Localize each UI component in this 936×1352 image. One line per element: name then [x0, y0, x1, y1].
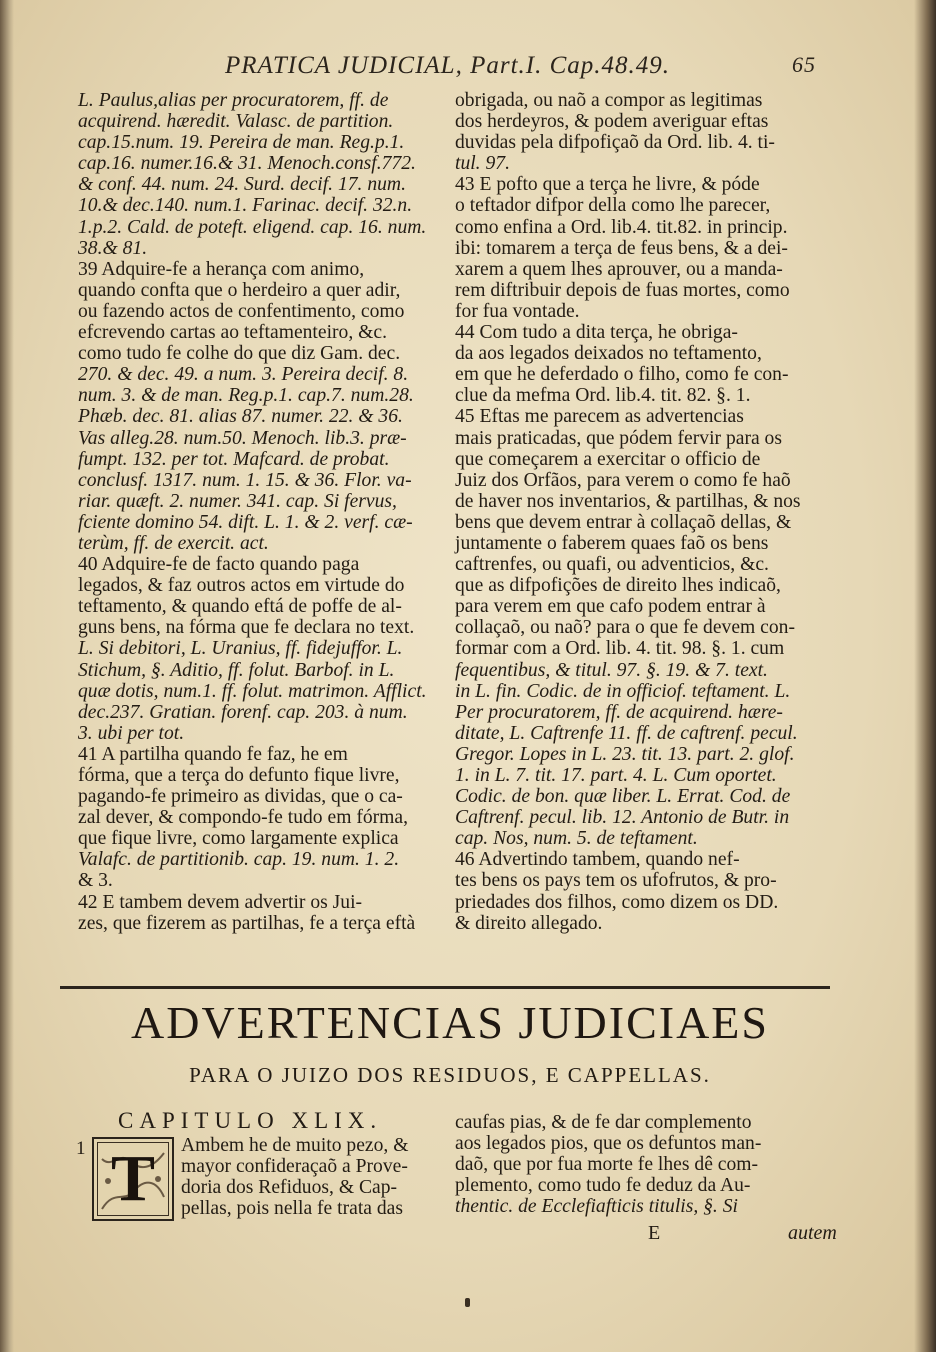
text-line: pagando-fe primeiro as dividas, que o ca-	[78, 786, 403, 808]
text-line: clue da mefma Ord. lib.4. tit. 82. §. 1.	[455, 385, 751, 407]
text-line: 41 A partilha quando fe faz, he em	[78, 743, 348, 765]
text-line: in L. fin. Codic. de in officiof. teftament. L.	[455, 680, 791, 702]
text-line: dos herdeyros, & podem averiguar eftas	[455, 111, 769, 133]
text-line: pellas, pois nella fe trata das	[181, 1198, 403, 1220]
text-line: 270. & dec. 49. a num. 3. Pereira decif. 8.	[78, 364, 409, 386]
text-line: como tudo fe colhe do que diz Gam. dec.	[78, 343, 401, 365]
text-line: legados, & faz outros actos em virtude do	[78, 575, 405, 597]
text-line: doria dos Refiduos, & Cap-	[181, 1177, 398, 1199]
text-line: 44 Com tudo a dita terça, he obriga-	[455, 322, 738, 344]
text-line: que começarem a exercitar o officio de	[455, 448, 761, 470]
section-title: ADVERTENCIAS JUDICIAES	[131, 997, 769, 1048]
paragraph-number: 1	[76, 1138, 86, 1159]
text-line: quæ dotis, num.1. ff. folut. matrimon. Afflict.	[78, 680, 427, 702]
text-line: ditate, L. Caftrenfe 11. ff. de caftrenf. pecul.	[455, 722, 798, 744]
signature-mark: E	[648, 1222, 661, 1244]
text-line: Gregor. Lopes in L. 23. tit. 13. part. 2. glof.	[455, 743, 795, 765]
text-line: bens que devem entrar à collaçaõ dellas, &	[455, 511, 792, 533]
text-line: dec.237. Gratian. forenf. cap. 203. à num.	[78, 701, 408, 723]
chapter-heading: CAPITULO XLIX.	[118, 1108, 383, 1133]
text-line: duvidas pela difpofiçaõ da Ord. lib. 4. ti-	[455, 132, 775, 154]
text-line: formar com a Ord. lib. 4. tit. 98. §. 1. cum	[455, 638, 785, 660]
text-line: zal dever, & compondo-fe tudo em fórma,	[78, 807, 409, 829]
left-column	[78, 90, 440, 934]
text-line: rem diftribuir depois de fuas mortes, como	[455, 279, 790, 301]
text-line: Juiz dos Orfãos, para verem o como fe haõ	[455, 469, 791, 491]
chapter-left-column	[181, 1135, 441, 1219]
text-line: guns bens, na fórma que fe declara no text.	[78, 617, 415, 639]
text-line: & 3.	[78, 870, 113, 892]
text-line: caftrenfes, ou quafi, ou adventicios, &c.	[455, 554, 769, 576]
catchword: autem	[788, 1222, 837, 1244]
decorated-initial	[92, 1137, 174, 1221]
text-line: ibi: tomarem a terça de feus bens, & a dei-	[455, 237, 788, 259]
text-line: para verem em que cafo podem entrar à	[455, 596, 766, 618]
text-line: conclusf. 1317. num. 1. 15. & 36. Flor. va-	[78, 469, 412, 491]
text-line: 1. in L. 7. tit. 17. part. 4. L. Cum oportet.	[455, 765, 777, 786]
text-line: Ambem he de muito pezo, &	[181, 1135, 409, 1156]
page-right-edge	[914, 0, 936, 1352]
text-line: Valafc. de partitionib. cap. 19. num. 1. 2.	[78, 849, 400, 871]
text-line: 3. ubi per tot.	[78, 722, 185, 744]
text-line: cap.16. numer.16.& 31. Menoch.consf.772.	[78, 153, 416, 175]
text-line: fumpt. 132. per tot. Mafcard. de probat.	[78, 448, 390, 470]
text-line: fequentibus, & titul. 97. §. 19. & 7. text.	[455, 659, 768, 681]
text-line: Caftrenf. pecul. lib. 12. Antonio de Butr. in	[455, 807, 790, 829]
text-line: 45 Eftas me parecem as advertencias	[455, 406, 744, 428]
text-line: cap.15.num. 19. Pereira de man. Reg.p.1.	[78, 132, 405, 154]
text-line: & direito allegado.	[455, 912, 603, 934]
section-divider	[60, 986, 830, 989]
text-line: juntamente o faberem quaes faõ os bens	[455, 532, 769, 554]
right-column	[455, 90, 825, 934]
text-line: o teftador difpor della como lhe parecer,	[455, 195, 771, 217]
text-line: plemento, como tudo fe deduz da Au-	[455, 1175, 751, 1197]
text-line: 10.& dec.140. num.1. Farinac. decif. 32.n.	[78, 195, 413, 217]
page-left-edge	[0, 0, 14, 1352]
text-line: Codic. de bon. quæ liber. L. Errat. Cod. de	[455, 786, 791, 808]
running-header	[225, 52, 875, 86]
text-line: em que he deferdado o filho, como fe con-	[455, 364, 789, 386]
text-line: Phæb. dec. 81. alias 87. numer. 22. & 36.	[78, 406, 403, 428]
text-line: priedades dos filhos, como dizem os DD.	[455, 891, 779, 913]
text-line: efcrevendo cartas ao teftamenteiro, &c.	[78, 322, 387, 344]
text-line: Vas alleg.28. num.50. Menoch. lib.3. præ-	[78, 427, 407, 449]
text-line: L. Paulus,alias per procuratorem, ff. de	[78, 90, 389, 111]
text-line: 39 Adquire-fe a herança com animo,	[78, 258, 365, 280]
text-line: que fique livre, como largamente explica	[78, 828, 399, 850]
text-line: thentic. de Ecclefiafticis titulis, §. Si	[455, 1196, 738, 1218]
text-line: tes bens os pays tem os ufofrutos, & pro-	[455, 870, 777, 892]
text-line: 38.& 81.	[78, 237, 148, 259]
text-line: mais praticadas, que pódem fervir para os	[455, 427, 782, 449]
text-line: quando confta que o herdeiro a quer adir,	[78, 279, 401, 301]
text-line: de haver nos inventarios, & partilhas, & nos	[455, 490, 801, 512]
text-line: daõ, que por fua morte fe lhes dê com-	[455, 1154, 759, 1176]
dropcap-letter: T	[110, 1142, 156, 1215]
text-line: Stichum, §. Aditio, ff. folut. Barbof. in L.	[78, 659, 395, 681]
text-line: num. 3. & de man. Reg.p.1. cap.7. num.28.	[78, 385, 414, 407]
text-line: que as difpofições de direito lhes indicaõ,	[455, 575, 781, 597]
text-line: zes, que fizerem as partilhas, fe a terça eftà	[78, 912, 416, 934]
text-line: mayor confideraçaõ a Prove-	[181, 1156, 408, 1178]
text-line: caufas pias, & de fe dar complemento	[455, 1112, 752, 1133]
text-line: como enfina a Ord. lib.4. tit.82. in princip.	[455, 216, 788, 238]
text-line: obrigada, ou naõ a compor as legitimas	[455, 90, 763, 111]
text-line: 40 Adquire-fe de facto quando paga	[78, 554, 360, 576]
text-line: da aos legados deixados no teftamento,	[455, 343, 762, 365]
text-line: acquirend. hæredit. Valasc. de partition.	[78, 111, 394, 133]
text-line: aos legados pios, que os defuntos man-	[455, 1133, 762, 1155]
text-line: L. Si debitori, L. Uranius, ff. fidejuffor. L.	[78, 638, 403, 660]
text-line: terùm, ff. de exercit. act.	[78, 532, 269, 554]
text-line: tul. 97.	[455, 153, 510, 175]
text-line: fórma, que a terça do defunto fique livre,	[78, 765, 400, 786]
section-subtitle: PARA O JUIZO DOS RESIDUOS, E CAPPELLAS.	[189, 1063, 711, 1087]
text-line: 46 Advertindo tambem, quando nef-	[455, 849, 740, 871]
text-line: Per procuratorem, ff. de acquirend. hære-	[455, 701, 783, 723]
text-line: cap. Nos, num. 5. de teftament.	[455, 828, 698, 850]
text-line: for fua vontade.	[455, 300, 580, 322]
text-line: 43 E pofto que a terça he livre, & póde	[455, 174, 760, 196]
running-title: PRATICA JUDICIAL, Part.I. Cap.48.49.	[225, 52, 671, 79]
ink-fleck	[465, 1298, 470, 1307]
page-number: 65	[792, 52, 816, 77]
text-line: teftamento, & quando eftá de poffe de al-	[78, 596, 402, 618]
text-line: xarem a quem lhes aprouver, ou a manda-	[455, 258, 783, 280]
text-line: riar. quæft. 2. numer. 341. cap. Si fervus,	[78, 490, 397, 512]
text-line: 42 E tambem devem advertir os Jui-	[78, 891, 363, 913]
text-line: ou fazendo actos de confentimento, como	[78, 300, 405, 322]
text-line: fciente domino 54. dift. L. 1. & 2. verf. cæ-	[78, 511, 413, 533]
text-line: 1.p.2. Cald. de poteft. eligend. cap. 16. num.	[78, 216, 427, 238]
text-line: collaçaõ, ou naõ? para o que fe devem con-	[455, 617, 796, 639]
text-line: & conf. 44. num. 24. Surd. decif. 17. num.	[78, 174, 406, 196]
chapter-right-column	[455, 1112, 825, 1217]
